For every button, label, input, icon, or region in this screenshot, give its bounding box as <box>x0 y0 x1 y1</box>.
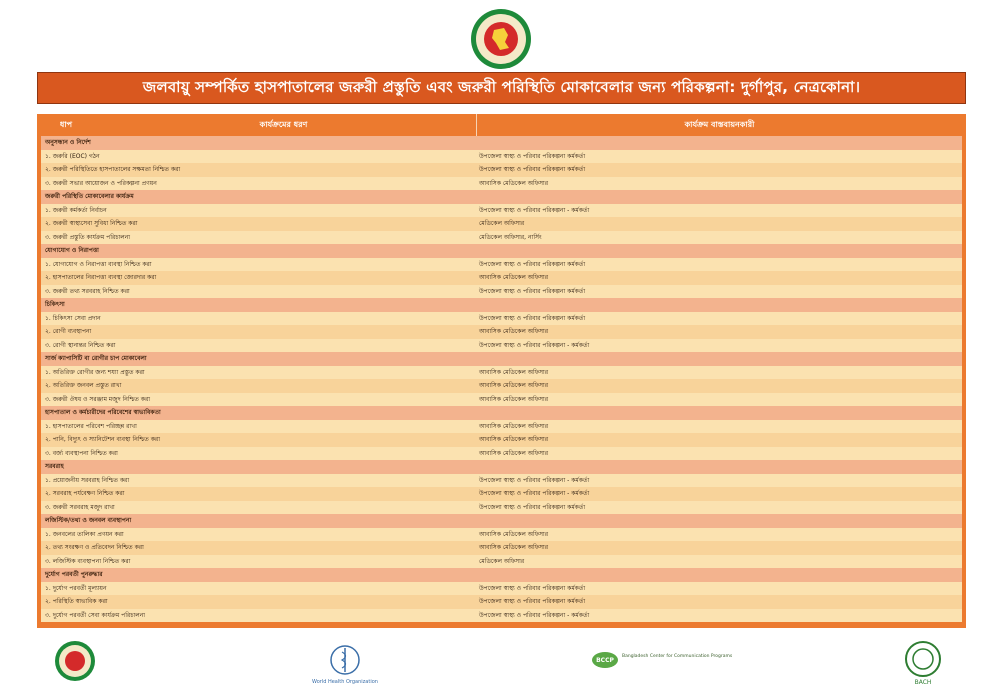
table-row <box>41 595 962 609</box>
activity-cell: ৩. জরুরী সরবরাহ মজুদ রাখা <box>45 503 115 511</box>
bccp-text: Bangladesh Center for Communication Programs <box>622 654 733 659</box>
implementer-cell: উপজেলা স্বাস্থ্য ও পরিবার পরিকল্পনা কর্মকর্তা <box>479 314 586 322</box>
table-row <box>41 474 962 488</box>
section-title: লজিস্টিক/তথ্য ও জনবল ব্যবস্থাপনা <box>45 517 132 525</box>
table-header <box>41 114 962 136</box>
activity-cell: ২. অতিরিক্ত জনবল প্রস্তুত রাখা <box>45 382 122 390</box>
activity-cell: ৩. বর্জ্য ব্যবস্থাপনা নিশ্চিত করা <box>45 449 118 457</box>
implementer-cell: আবাসিক মেডিকেল অফিসার <box>479 449 549 457</box>
who-logo-icon <box>312 642 378 690</box>
implementer-cell: মেডিকেল অফিসার <box>479 220 525 228</box>
who-text: World Health Organization <box>312 679 378 685</box>
implementer-cell: উপজেলা স্বাস্থ্য ও পরিবার পরিকল্পনা - কর্মকর্তা <box>479 490 590 498</box>
implementer-cell: আবাসিক মেডিকেল অফিসার <box>479 436 549 444</box>
bach-text: BACH <box>914 679 932 686</box>
activity-cell: ১. জরুরী কর্মকর্তা নির্বাচন <box>45 206 107 214</box>
section-title: সরবরাহ <box>45 463 64 471</box>
section-row <box>41 352 962 366</box>
activity-cell: ১. দুর্যোগ পরবর্তী মূল্যায়ন <box>45 584 107 592</box>
activity-cell: ৩. জরুরী তথ্য সরবরাহ নিশ্চিত করা <box>45 287 130 295</box>
implementer-cell: আবাসিক মেডিকেল অফিসার <box>479 530 549 538</box>
activity-cell: ২. সরবরাহ পর্যবেক্ষণ নিশ্চিত করা <box>45 490 125 498</box>
table-row <box>41 339 962 353</box>
header-activity: কার্যক্রমের ধরণ <box>91 114 477 136</box>
bccp-logo-icon <box>590 645 733 679</box>
activity-cell: ২. রোগী ব্যবস্থাপনা <box>45 328 92 336</box>
implementer-cell: আবাসিক মেডিকেল অফিসার <box>479 395 549 403</box>
implementer-cell: আবাসিক মেডিকেল অফিসার <box>479 382 549 390</box>
activity-cell: ১. হাসপাতালের পরিবেশ পরিচ্ছন্ন রাখা <box>45 422 137 430</box>
table-row <box>41 163 962 177</box>
activity-cell: ১. প্রয়োজনীয় সরবরাহ নিশ্চিত করা <box>45 476 130 484</box>
government-seal-icon <box>470 8 532 70</box>
table-row <box>41 582 962 596</box>
section-row <box>41 298 962 312</box>
table-row <box>41 555 962 569</box>
activity-cell: ৩. রোগী স্থানান্তর নিশ্চিত করা <box>45 341 116 349</box>
implementer-cell: মেডিকেল অফিসার <box>479 557 525 565</box>
table-row <box>41 393 962 407</box>
activity-cell: ১. চিকিৎসা সেবা প্রদান <box>45 314 101 322</box>
activity-cell: ১. জরুরি (EOC) গঠন <box>45 152 100 160</box>
section-row <box>41 190 962 204</box>
section-row <box>41 406 962 420</box>
implementer-cell: মেডিকেল অফিসার, নার্সিং <box>479 233 542 241</box>
implementer-cell: উপজেলা স্বাস্থ্য ও পরিবার পরিকল্পনা - কর্মকর্তা <box>479 206 590 214</box>
table-row <box>41 271 962 285</box>
section-title: হাসপাতাল ও কর্মচারীদের পরিবেশের স্বাভাবিকতা <box>45 409 161 417</box>
section-row <box>41 136 962 150</box>
table-row <box>41 487 962 501</box>
section-title: জরুরী পরিস্থিতি মোকাবেলার কার্যক্রম <box>45 193 134 201</box>
section-title: অনুসন্ধান ও নির্দেশ <box>45 139 91 147</box>
activity-cell: ৩. লজিস্টিক ব্যবস্থাপনা নিশ্চিত করা <box>45 557 131 565</box>
table-row <box>41 231 962 245</box>
implementer-cell: আবাসিক মেডিকেল অফিসার <box>479 328 549 336</box>
header-step: ধাপ <box>59 119 73 129</box>
header-implementer: কার্যক্রম বাস্তবায়নকারী <box>684 119 755 129</box>
table-row <box>41 433 962 447</box>
implementer-cell: উপজেলা স্বাস্থ্য ও পরিবার পরিকল্পনা কর্মকর্তা <box>479 584 586 592</box>
activity-cell: ২. হাসপাতালের নিরাপত্তা ব্যবস্থা জোরদার করা <box>45 274 157 282</box>
section-row <box>41 568 962 582</box>
implementer-cell: উপজেলা স্বাস্থ্য ও পরিবার পরিকল্পনা কর্মকর্তা <box>479 152 586 160</box>
section-title: যোগাযোগ ও নিরাপত্তা <box>45 247 99 255</box>
implementer-cell: উপজেলা স্বাস্থ্য ও পরিবার পরিকল্পনা - কর্মকর্তা <box>479 611 590 619</box>
table-row <box>41 285 962 299</box>
activity-cell: ৩. জরুরী সভার আয়োজন ও পরিকল্পনা প্রণয়ন <box>45 179 157 187</box>
page-title: জলবায়ু সম্পর্কিত হাসপাতালের জরুরী প্রস্তুতি এবং জরুরী পরিস্থিতি মোকাবেলার জন্য পরিকল্পনা: দুর্গাপুর, নেত্রকোনা। <box>142 77 861 96</box>
activity-cell: ২. তথ্য সংরক্ষণ ও প্রতিবেদন নিশ্চিত করা <box>45 544 144 552</box>
section-row <box>41 460 962 474</box>
implementer-cell: আবাসিক মেডিকেল অফিসার <box>479 544 549 552</box>
section-title: চিকিৎসা <box>45 301 65 309</box>
table-row <box>41 447 962 461</box>
government-seal-footer-icon <box>54 640 96 682</box>
section-row <box>41 244 962 258</box>
bach-logo-icon <box>902 640 944 688</box>
activity-cell: ৩. দুর্যোগ পরবর্তী সেবা কার্যক্রম পরিচালনা <box>45 611 146 619</box>
table-row <box>41 528 962 542</box>
activity-cell: ২. জরুরী পরিস্থিতিতে হাসপাতালের সক্ষমতা নিশ্চিত করা <box>45 166 181 174</box>
section-row <box>41 514 962 528</box>
table-row <box>41 258 962 272</box>
table-row <box>41 204 962 218</box>
implementer-cell: আবাসিক মেডিকেল অফিসার <box>479 179 549 187</box>
implementer-cell: আবাসিক মেডিকেল অফিসার <box>479 422 549 430</box>
table-row <box>41 217 962 231</box>
activity-cell: ৩. জরুরী ঔষধ ও সরঞ্জাম মজুদ নিশ্চিত করা <box>45 395 150 403</box>
table-row <box>41 609 962 623</box>
implementer-cell: আবাসিক মেডিকেল অফিসার <box>479 274 549 282</box>
activity-cell: ৩. জরুরী প্রস্তুতি কার্যক্রম পরিচালনা <box>45 233 131 241</box>
activity-cell: ২. জরুরী স্বাস্থ্যসেবা সুবিধা নিশ্চিত করা <box>45 220 138 228</box>
table-row <box>41 312 962 326</box>
title-bar <box>37 72 966 104</box>
section-title: সার্জ ক্যাপাসিটি বা রোগীর চাপ মোকাবেলা <box>45 355 147 363</box>
implementer-cell: উপজেলা স্বাস্থ্য ও পরিবার পরিকল্পনা কর্মকর্তা <box>479 166 586 174</box>
table-row <box>41 366 962 380</box>
activity-cell: ১. অতিরিক্ত রোগীর জন্য শয্যা প্রস্তুত করা <box>45 368 145 376</box>
section-title: দুর্যোগ পরবর্তী পুনরুদ্ধার <box>45 571 103 579</box>
plan-table <box>37 114 966 628</box>
implementer-cell: উপজেলা স্বাস্থ্য ও পরিবার পরিকল্পনা কর্মকর্তা <box>479 503 586 511</box>
table-row <box>41 420 962 434</box>
activity-cell: ২. পানি, বিদ্যুৎ ও স্যানিটেশন ব্যবস্থা নিশ্চিত করা <box>45 436 160 444</box>
activity-cell: ১. যোগাযোগ ও নিরাপত্তা ব্যবস্থা নিশ্চিত করা <box>45 260 152 268</box>
table-row <box>41 501 962 515</box>
table-row <box>41 541 962 555</box>
table-body <box>41 136 962 622</box>
activity-cell: ২. পরিস্থিতি স্বাভাবিক করা <box>45 598 108 606</box>
svg-text:BCCP: BCCP <box>596 657 614 664</box>
table-row <box>41 150 962 164</box>
implementer-cell: উপজেলা স্বাস্থ্য ও পরিবার পরিকল্পনা - কর্মকর্তা <box>479 341 590 349</box>
implementer-cell: উপজেলা স্বাস্থ্য ও পরিবার পরিকল্পনা - কর্মকর্তা <box>479 476 590 484</box>
table-row <box>41 325 962 339</box>
implementer-cell: উপজেলা স্বাস্থ্য ও পরিবার পরিকল্পনা কর্মকর্তা <box>479 598 586 606</box>
activity-cell: ১. জনবলের তালিকা প্রণয়ন করা <box>45 530 124 538</box>
table-row <box>41 379 962 393</box>
implementer-cell: উপজেলা স্বাস্থ্য ও পরিবার পরিকল্পনা কর্মকর্তা <box>479 287 586 295</box>
implementer-cell: আবাসিক মেডিকেল অফিসার <box>479 368 549 376</box>
table-row <box>41 177 962 191</box>
implementer-cell: উপজেলা স্বাস্থ্য ও পরিবার পরিকল্পনা কর্মকর্তা <box>479 260 586 268</box>
